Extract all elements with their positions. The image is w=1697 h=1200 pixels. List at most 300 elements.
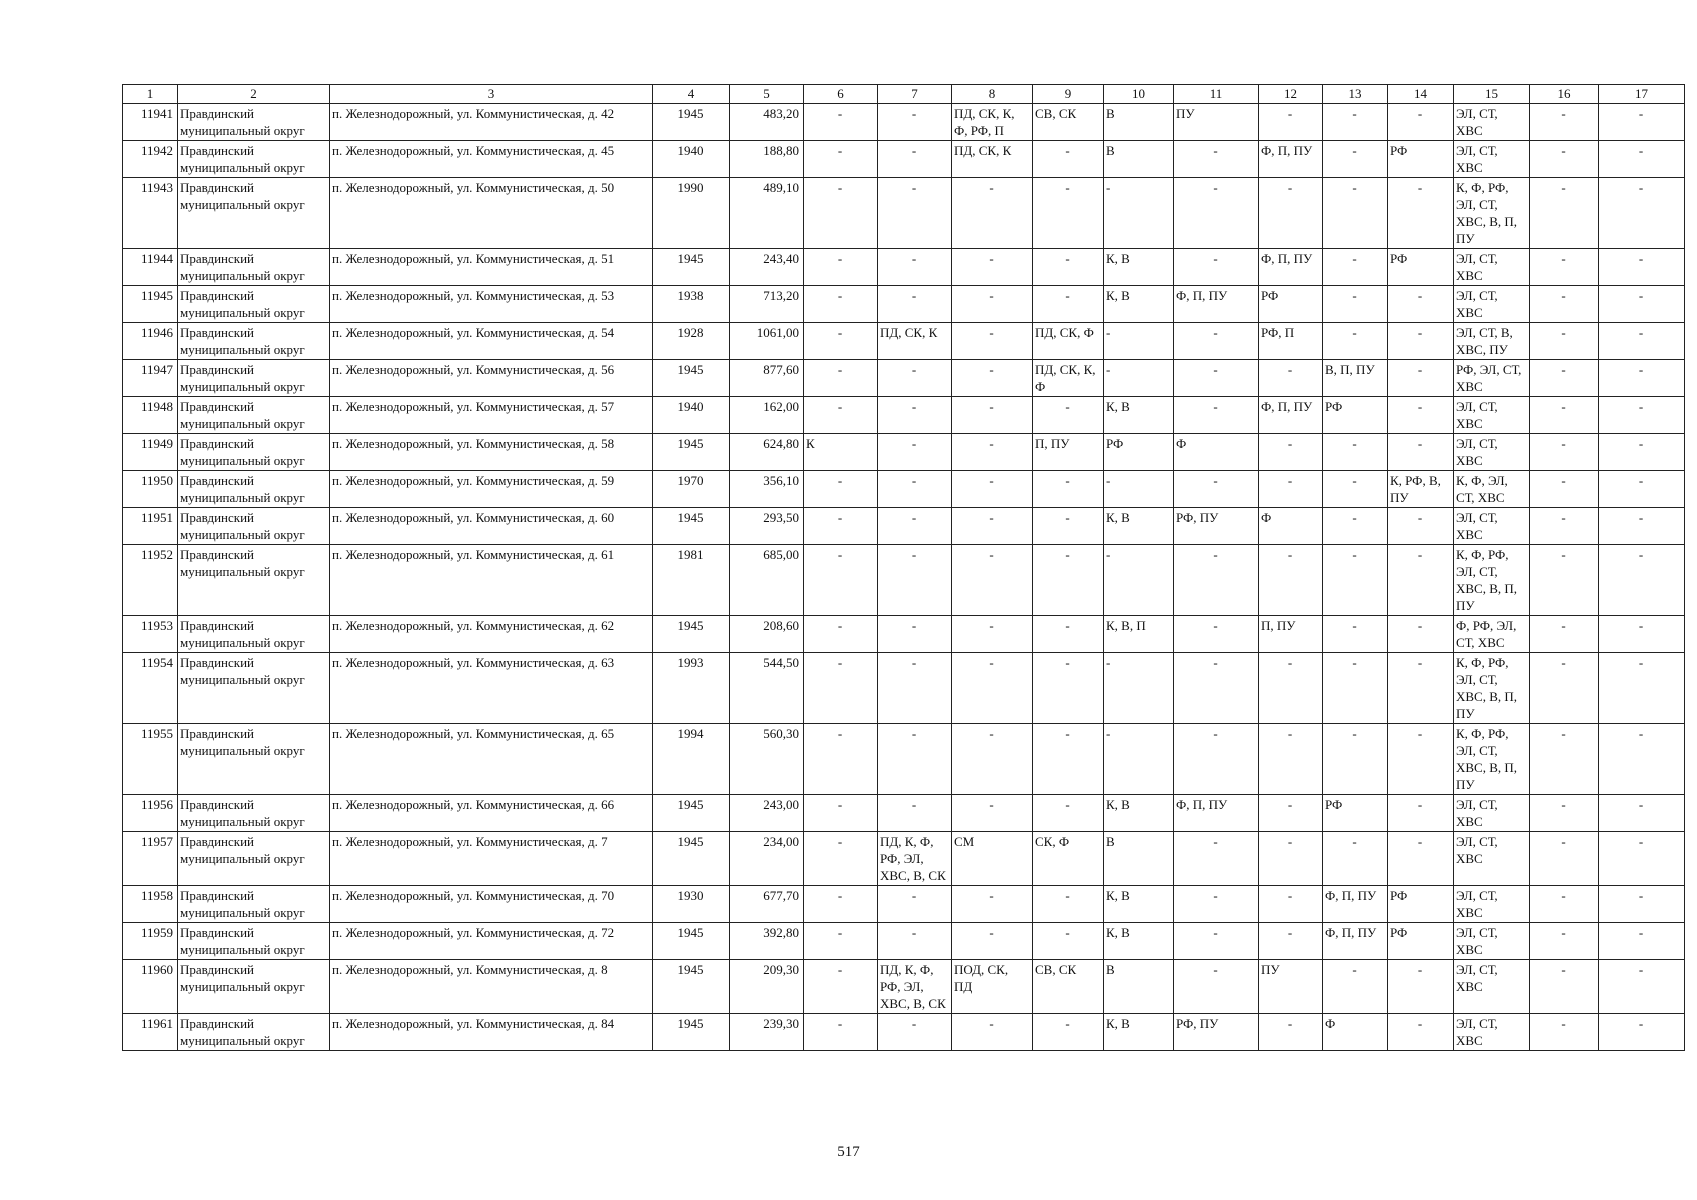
- cell-col-8: -: [952, 616, 1033, 653]
- cell-col-16: -: [1530, 323, 1599, 360]
- cell-row-number: 11952: [123, 545, 178, 616]
- cell-col-9: -: [1033, 141, 1104, 178]
- cell-col-11: -: [1174, 923, 1259, 960]
- cell-col-12: -: [1259, 724, 1323, 795]
- cell-col-17: -: [1599, 141, 1685, 178]
- cell-col-8: -: [952, 360, 1033, 397]
- cell-col-7: ПД, К, Ф, РФ, ЭЛ, ХВС, В, СК: [878, 960, 952, 1014]
- table-body: [123, 104, 1685, 1051]
- column-header-4: 4: [653, 85, 730, 104]
- cell-col-12: Ф, П, ПУ: [1259, 397, 1323, 434]
- table-row: [123, 960, 1685, 1014]
- cell-col-16: -: [1530, 434, 1599, 471]
- table-row: [123, 545, 1685, 616]
- cell-municipality: Правдинский муниципальный округ: [178, 832, 330, 886]
- cell-col-10: В: [1104, 960, 1174, 1014]
- cell-area: 188,80: [730, 141, 804, 178]
- table-row: [123, 724, 1685, 795]
- cell-col-11: -: [1174, 141, 1259, 178]
- cell-col-9: -: [1033, 795, 1104, 832]
- cell-year: 1945: [653, 616, 730, 653]
- cell-area: 356,10: [730, 471, 804, 508]
- cell-col-12: -: [1259, 886, 1323, 923]
- cell-col-7: -: [878, 178, 952, 249]
- cell-col-15: ЭЛ, СТ, ХВС: [1454, 141, 1530, 178]
- cell-col-9: -: [1033, 1014, 1104, 1051]
- cell-col-13: -: [1323, 249, 1388, 286]
- cell-municipality: Правдинский муниципальный округ: [178, 286, 330, 323]
- cell-col-14: -: [1388, 1014, 1454, 1051]
- cell-col-17: -: [1599, 178, 1685, 249]
- cell-col-8: ПОД, СК, ПД: [952, 960, 1033, 1014]
- cell-col-7: -: [878, 360, 952, 397]
- cell-col-9: -: [1033, 178, 1104, 249]
- table-row: [123, 397, 1685, 434]
- cell-col-8: ПД, СК, К: [952, 141, 1033, 178]
- cell-col-12: Ф, П, ПУ: [1259, 141, 1323, 178]
- cell-col-9: -: [1033, 249, 1104, 286]
- cell-year: 1945: [653, 960, 730, 1014]
- cell-address: п. Железнодорожный, ул. Коммунистическая, д. 42: [330, 104, 653, 141]
- cell-col-17: -: [1599, 508, 1685, 545]
- cell-row-number: 11947: [123, 360, 178, 397]
- cell-area: 162,00: [730, 397, 804, 434]
- cell-col-12: -: [1259, 923, 1323, 960]
- cell-col-16: -: [1530, 104, 1599, 141]
- cell-col-11: Ф, П, ПУ: [1174, 286, 1259, 323]
- cell-col-6: -: [804, 545, 878, 616]
- cell-col-8: -: [952, 653, 1033, 724]
- cell-col-11: -: [1174, 960, 1259, 1014]
- cell-municipality: Правдинский муниципальный округ: [178, 545, 330, 616]
- cell-col-6: -: [804, 616, 878, 653]
- cell-municipality: Правдинский муниципальный округ: [178, 1014, 330, 1051]
- cell-area: 560,30: [730, 724, 804, 795]
- cell-col-16: -: [1530, 724, 1599, 795]
- table-row: [123, 832, 1685, 886]
- cell-row-number: 11960: [123, 960, 178, 1014]
- cell-col-16: -: [1530, 886, 1599, 923]
- cell-col-11: РФ, ПУ: [1174, 1014, 1259, 1051]
- table-row: [123, 360, 1685, 397]
- column-header-8: 8: [952, 85, 1033, 104]
- cell-col-10: -: [1104, 545, 1174, 616]
- cell-address: п. Железнодорожный, ул. Коммунистическая, д. 60: [330, 508, 653, 545]
- cell-address: п. Железнодорожный, ул. Коммунистическая, д. 8: [330, 960, 653, 1014]
- cell-col-11: -: [1174, 724, 1259, 795]
- cell-municipality: Правдинский муниципальный округ: [178, 616, 330, 653]
- cell-col-9: П, ПУ: [1033, 434, 1104, 471]
- cell-col-10: В: [1104, 141, 1174, 178]
- cell-area: 243,40: [730, 249, 804, 286]
- column-header-7: 7: [878, 85, 952, 104]
- cell-col-14: -: [1388, 653, 1454, 724]
- registry-table: [122, 84, 1685, 1051]
- table-row: [123, 923, 1685, 960]
- cell-col-13: Ф: [1323, 1014, 1388, 1051]
- cell-col-9: -: [1033, 886, 1104, 923]
- cell-col-14: РФ: [1388, 923, 1454, 960]
- cell-col-13: РФ: [1323, 795, 1388, 832]
- cell-col-15: ЭЛ, СТ, ХВС: [1454, 832, 1530, 886]
- cell-col-12: -: [1259, 545, 1323, 616]
- table-row: [123, 795, 1685, 832]
- cell-col-17: -: [1599, 960, 1685, 1014]
- cell-col-7: -: [878, 795, 952, 832]
- cell-area: 483,20: [730, 104, 804, 141]
- cell-col-16: -: [1530, 286, 1599, 323]
- cell-col-7: -: [878, 616, 952, 653]
- cell-col-15: К, Ф, ЭЛ, СТ, ХВС: [1454, 471, 1530, 508]
- cell-col-16: -: [1530, 178, 1599, 249]
- cell-municipality: Правдинский муниципальный округ: [178, 141, 330, 178]
- cell-col-13: -: [1323, 545, 1388, 616]
- cell-col-16: -: [1530, 471, 1599, 508]
- cell-col-8: -: [952, 508, 1033, 545]
- cell-col-9: -: [1033, 616, 1104, 653]
- cell-col-15: К, Ф, РФ, ЭЛ, СТ, ХВС, В, П, ПУ: [1454, 545, 1530, 616]
- cell-col-10: -: [1104, 471, 1174, 508]
- cell-col-15: ЭЛ, СТ, ХВС: [1454, 434, 1530, 471]
- cell-col-15: Ф, РФ, ЭЛ, СТ, ХВС: [1454, 616, 1530, 653]
- cell-col-15: ЭЛ, СТ, ХВС: [1454, 286, 1530, 323]
- cell-address: п. Железнодорожный, ул. Коммунистическая, д. 56: [330, 360, 653, 397]
- cell-year: 1945: [653, 434, 730, 471]
- cell-col-6: К: [804, 434, 878, 471]
- cell-col-8: -: [952, 545, 1033, 616]
- cell-col-17: -: [1599, 616, 1685, 653]
- table-row: [123, 471, 1685, 508]
- cell-col-14: -: [1388, 832, 1454, 886]
- cell-col-6: -: [804, 832, 878, 886]
- cell-municipality: Правдинский муниципальный округ: [178, 249, 330, 286]
- table-row: [123, 1014, 1685, 1051]
- cell-col-12: -: [1259, 832, 1323, 886]
- cell-row-number: 11953: [123, 616, 178, 653]
- cell-address: п. Железнодорожный, ул. Коммунистическая, д. 62: [330, 616, 653, 653]
- column-header-1: 1: [123, 85, 178, 104]
- cell-municipality: Правдинский муниципальный округ: [178, 434, 330, 471]
- cell-col-9: -: [1033, 508, 1104, 545]
- cell-year: 1945: [653, 1014, 730, 1051]
- cell-row-number: 11946: [123, 323, 178, 360]
- cell-col-17: -: [1599, 724, 1685, 795]
- cell-col-14: -: [1388, 178, 1454, 249]
- cell-col-13: Ф, П, ПУ: [1323, 923, 1388, 960]
- table-row: [123, 323, 1685, 360]
- cell-row-number: 11945: [123, 286, 178, 323]
- cell-col-17: -: [1599, 104, 1685, 141]
- cell-col-7: -: [878, 434, 952, 471]
- cell-year: 1945: [653, 249, 730, 286]
- cell-row-number: 11961: [123, 1014, 178, 1051]
- cell-row-number: 11942: [123, 141, 178, 178]
- cell-col-11: -: [1174, 653, 1259, 724]
- cell-row-number: 11959: [123, 923, 178, 960]
- cell-col-17: -: [1599, 397, 1685, 434]
- cell-col-6: -: [804, 886, 878, 923]
- cell-col-8: -: [952, 471, 1033, 508]
- cell-col-15: ЭЛ, СТ, ХВС: [1454, 923, 1530, 960]
- cell-municipality: Правдинский муниципальный округ: [178, 397, 330, 434]
- cell-col-14: -: [1388, 616, 1454, 653]
- cell-col-17: -: [1599, 923, 1685, 960]
- cell-area: 1061,00: [730, 323, 804, 360]
- table-row: [123, 886, 1685, 923]
- cell-address: п. Железнодорожный, ул. Коммунистическая, д. 59: [330, 471, 653, 508]
- cell-col-11: -: [1174, 616, 1259, 653]
- cell-row-number: 11948: [123, 397, 178, 434]
- cell-year: 1938: [653, 286, 730, 323]
- table-row: [123, 178, 1685, 249]
- cell-col-15: ЭЛ, СТ, ХВС: [1454, 104, 1530, 141]
- table-row: [123, 434, 1685, 471]
- cell-year: 1945: [653, 795, 730, 832]
- table-row: [123, 286, 1685, 323]
- cell-col-11: -: [1174, 832, 1259, 886]
- cell-address: п. Железнодорожный, ул. Коммунистическая, д. 65: [330, 724, 653, 795]
- cell-year: 1930: [653, 886, 730, 923]
- cell-col-15: ЭЛ, СТ, ХВС: [1454, 960, 1530, 1014]
- cell-municipality: Правдинский муниципальный округ: [178, 886, 330, 923]
- column-header-6: 6: [804, 85, 878, 104]
- cell-col-6: -: [804, 653, 878, 724]
- cell-col-13: -: [1323, 141, 1388, 178]
- cell-col-17: -: [1599, 360, 1685, 397]
- cell-col-10: В: [1104, 104, 1174, 141]
- cell-col-7: -: [878, 724, 952, 795]
- cell-col-10: К, В: [1104, 1014, 1174, 1051]
- cell-col-14: -: [1388, 104, 1454, 141]
- cell-col-7: -: [878, 249, 952, 286]
- cell-col-9: -: [1033, 286, 1104, 323]
- cell-col-11: -: [1174, 471, 1259, 508]
- table-row: [123, 616, 1685, 653]
- cell-row-number: 11950: [123, 471, 178, 508]
- cell-col-15: К, Ф, РФ, ЭЛ, СТ, ХВС, В, П, ПУ: [1454, 724, 1530, 795]
- cell-row-number: 11957: [123, 832, 178, 886]
- cell-col-11: -: [1174, 323, 1259, 360]
- cell-col-16: -: [1530, 923, 1599, 960]
- cell-col-7: -: [878, 1014, 952, 1051]
- cell-col-14: -: [1388, 960, 1454, 1014]
- cell-address: п. Железнодорожный, ул. Коммунистическая, д. 63: [330, 653, 653, 724]
- column-header-14: 14: [1388, 85, 1454, 104]
- cell-col-11: -: [1174, 545, 1259, 616]
- cell-col-11: ПУ: [1174, 104, 1259, 141]
- cell-col-9: СК, Ф: [1033, 832, 1104, 886]
- cell-municipality: Правдинский муниципальный округ: [178, 360, 330, 397]
- cell-col-10: К, В: [1104, 397, 1174, 434]
- cell-municipality: Правдинский муниципальный округ: [178, 323, 330, 360]
- cell-municipality: Правдинский муниципальный округ: [178, 960, 330, 1014]
- cell-year: 1970: [653, 471, 730, 508]
- cell-year: 1928: [653, 323, 730, 360]
- cell-col-11: -: [1174, 178, 1259, 249]
- cell-col-15: ЭЛ, СТ, ХВС: [1454, 1014, 1530, 1051]
- cell-col-10: К, В: [1104, 795, 1174, 832]
- cell-col-13: -: [1323, 178, 1388, 249]
- cell-col-12: Ф, П, ПУ: [1259, 249, 1323, 286]
- cell-year: 1940: [653, 397, 730, 434]
- cell-col-11: -: [1174, 886, 1259, 923]
- cell-address: п. Железнодорожный, ул. Коммунистическая, д. 84: [330, 1014, 653, 1051]
- cell-col-12: -: [1259, 471, 1323, 508]
- cell-area: 877,60: [730, 360, 804, 397]
- cell-col-16: -: [1530, 545, 1599, 616]
- cell-row-number: 11949: [123, 434, 178, 471]
- cell-col-6: -: [804, 323, 878, 360]
- cell-address: п. Железнодорожный, ул. Коммунистическая, д. 53: [330, 286, 653, 323]
- cell-col-17: -: [1599, 471, 1685, 508]
- cell-col-10: -: [1104, 323, 1174, 360]
- cell-col-11: -: [1174, 249, 1259, 286]
- cell-year: 1993: [653, 653, 730, 724]
- cell-col-6: -: [804, 249, 878, 286]
- column-header-9: 9: [1033, 85, 1104, 104]
- cell-col-17: -: [1599, 832, 1685, 886]
- cell-col-13: -: [1323, 616, 1388, 653]
- cell-col-17: -: [1599, 249, 1685, 286]
- cell-col-10: -: [1104, 653, 1174, 724]
- column-header-16: 16: [1530, 85, 1599, 104]
- cell-col-7: -: [878, 508, 952, 545]
- cell-col-14: РФ: [1388, 886, 1454, 923]
- cell-col-13: -: [1323, 104, 1388, 141]
- cell-col-14: РФ: [1388, 141, 1454, 178]
- cell-col-7: -: [878, 886, 952, 923]
- cell-col-15: ЭЛ, СТ, ХВС: [1454, 886, 1530, 923]
- cell-col-12: -: [1259, 653, 1323, 724]
- cell-col-6: -: [804, 141, 878, 178]
- cell-municipality: Правдинский муниципальный округ: [178, 653, 330, 724]
- cell-col-8: СМ: [952, 832, 1033, 886]
- cell-col-7: -: [878, 286, 952, 323]
- cell-col-17: -: [1599, 886, 1685, 923]
- cell-col-6: -: [804, 923, 878, 960]
- cell-col-10: К, В: [1104, 249, 1174, 286]
- cell-col-7: ПД, К, Ф, РФ, ЭЛ, ХВС, В, СК: [878, 832, 952, 886]
- table-row: [123, 141, 1685, 178]
- cell-row-number: 11954: [123, 653, 178, 724]
- cell-col-12: -: [1259, 360, 1323, 397]
- cell-col-6: -: [804, 508, 878, 545]
- cell-municipality: Правдинский муниципальный округ: [178, 724, 330, 795]
- cell-col-14: -: [1388, 360, 1454, 397]
- cell-col-13: -: [1323, 471, 1388, 508]
- cell-col-6: -: [804, 178, 878, 249]
- cell-col-11: -: [1174, 360, 1259, 397]
- cell-col-9: -: [1033, 545, 1104, 616]
- cell-area: 234,00: [730, 832, 804, 886]
- cell-address: п. Железнодорожный, ул. Коммунистическая, д. 45: [330, 141, 653, 178]
- cell-col-6: -: [804, 724, 878, 795]
- cell-col-13: -: [1323, 434, 1388, 471]
- cell-col-15: ЭЛ, СТ, ХВС: [1454, 508, 1530, 545]
- cell-col-13: -: [1323, 653, 1388, 724]
- cell-col-14: -: [1388, 397, 1454, 434]
- cell-col-14: -: [1388, 545, 1454, 616]
- table-row: [123, 508, 1685, 545]
- cell-col-9: -: [1033, 471, 1104, 508]
- column-number-header: [123, 85, 1685, 104]
- cell-col-15: К, Ф, РФ, ЭЛ, СТ, ХВС, В, П, ПУ: [1454, 653, 1530, 724]
- cell-address: п. Железнодорожный, ул. Коммунистическая, д. 66: [330, 795, 653, 832]
- table-row: [123, 249, 1685, 286]
- cell-col-16: -: [1530, 795, 1599, 832]
- cell-address: п. Железнодорожный, ул. Коммунистическая, д. 72: [330, 923, 653, 960]
- cell-col-12: ПУ: [1259, 960, 1323, 1014]
- cell-col-9: -: [1033, 397, 1104, 434]
- cell-col-14: К, РФ, В, ПУ: [1388, 471, 1454, 508]
- cell-area: 239,30: [730, 1014, 804, 1051]
- cell-col-14: -: [1388, 795, 1454, 832]
- cell-municipality: Правдинский муниципальный округ: [178, 923, 330, 960]
- cell-col-12: РФ, П: [1259, 323, 1323, 360]
- cell-row-number: 11956: [123, 795, 178, 832]
- cell-col-7: -: [878, 397, 952, 434]
- cell-year: 1940: [653, 141, 730, 178]
- cell-year: 1945: [653, 104, 730, 141]
- cell-col-14: -: [1388, 724, 1454, 795]
- cell-col-6: -: [804, 960, 878, 1014]
- cell-address: п. Железнодорожный, ул. Коммунистическая, д. 7: [330, 832, 653, 886]
- cell-col-12: -: [1259, 104, 1323, 141]
- cell-col-16: -: [1530, 1014, 1599, 1051]
- cell-area: 243,00: [730, 795, 804, 832]
- cell-col-12: -: [1259, 1014, 1323, 1051]
- cell-col-10: К, В: [1104, 923, 1174, 960]
- cell-col-6: -: [804, 1014, 878, 1051]
- cell-address: п. Железнодорожный, ул. Коммунистическая, д. 54: [330, 323, 653, 360]
- cell-col-8: -: [952, 323, 1033, 360]
- cell-col-17: -: [1599, 434, 1685, 471]
- cell-area: 544,50: [730, 653, 804, 724]
- cell-row-number: 11943: [123, 178, 178, 249]
- cell-col-16: -: [1530, 397, 1599, 434]
- cell-area: 713,20: [730, 286, 804, 323]
- cell-row-number: 11941: [123, 104, 178, 141]
- cell-row-number: 11958: [123, 886, 178, 923]
- cell-area: 392,80: [730, 923, 804, 960]
- table-row: [123, 653, 1685, 724]
- cell-col-12: -: [1259, 178, 1323, 249]
- cell-col-7: -: [878, 923, 952, 960]
- cell-col-10: К, В: [1104, 886, 1174, 923]
- cell-col-6: -: [804, 397, 878, 434]
- cell-col-7: -: [878, 471, 952, 508]
- cell-col-16: -: [1530, 508, 1599, 545]
- cell-col-15: ЭЛ, СТ, ХВС: [1454, 397, 1530, 434]
- cell-row-number: 11955: [123, 724, 178, 795]
- cell-col-7: -: [878, 104, 952, 141]
- page-number: 517: [837, 1144, 860, 1160]
- cell-col-12: -: [1259, 434, 1323, 471]
- cell-col-10: РФ: [1104, 434, 1174, 471]
- cell-col-12: РФ: [1259, 286, 1323, 323]
- cell-year: 1945: [653, 360, 730, 397]
- cell-year: 1945: [653, 832, 730, 886]
- cell-col-13: Ф, П, ПУ: [1323, 886, 1388, 923]
- cell-year: 1990: [653, 178, 730, 249]
- cell-area: 489,10: [730, 178, 804, 249]
- cell-col-6: -: [804, 104, 878, 141]
- cell-col-10: В: [1104, 832, 1174, 886]
- cell-col-16: -: [1530, 616, 1599, 653]
- cell-col-7: -: [878, 653, 952, 724]
- cell-year: 1981: [653, 545, 730, 616]
- cell-address: п. Железнодорожный, ул. Коммунистическая, д. 51: [330, 249, 653, 286]
